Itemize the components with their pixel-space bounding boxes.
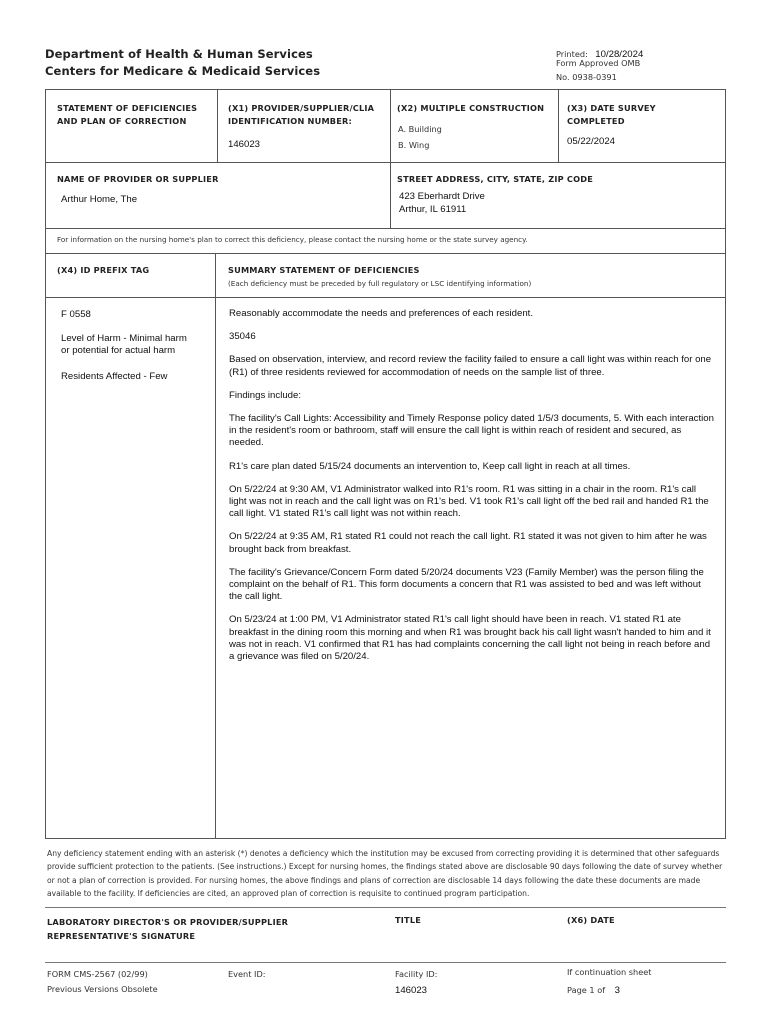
page-indicator [567,980,620,998]
form-id: FORM CMS-2567 (02/99) [47,969,148,979]
statement-label: STATEMENT OF DEFICIENCIES AND PLAN OF CORRECTION [57,103,198,126]
facility-id-label: Facility ID: [395,969,438,979]
printed-date: 10/28/2024 [595,49,644,60]
residents-affected: Residents Affected - Few [61,371,168,382]
divider [558,89,559,162]
summary-subtitle: (Each deficiency must be preceded by full regulatory or LSC identifying information) [228,279,532,288]
divider [45,253,726,254]
divider [45,297,726,298]
form-approved-text: Form Approved OMB [556,58,641,68]
divider [390,162,391,228]
continuation-label: If continuation sheet [567,967,652,977]
page-label: Page 1 of [567,985,606,995]
finding-paragraph: R1's care plan dated 5/15/24 documents an intervention to, Keep call light in reach at all times. [229,460,631,472]
title-label: TITLE [395,915,422,925]
finding-paragraph: On 5/22/24 at 9:30 AM, V1 Administrator walked into R1's room. R1 was sitting in a chair in the room. R1's call light was not in reach and the call light was on R1's bed. V1 took R1's call light off the bed rail and handed R1 the call light. V1 stated R1's call light was not within reach. [229,483,709,520]
address-line-1: 423 Eberhardt Drive [399,191,485,202]
level-of-harm: Level of Harm - Minimal harm or potential for actual harm [61,333,187,356]
x2-label: (X2) MULTIPLE CONSTRUCTION [397,103,545,113]
finding-paragraph: Based on observation, interview, and record review the facility failed to ensure a call light was within reach for one (R1) of three residents reviewed for accommodation of needs on the sample list of three. [229,354,712,378]
page-total: 3 [614,985,620,996]
findings-text [229,308,716,674]
x3-label: (X3) DATE SURVEY COMPLETED [567,103,656,126]
event-id-label: Event ID: [228,969,266,979]
provider-name-value: Arthur Home, The [61,194,138,205]
summary-label: SUMMARY STATEMENT OF DEFICIENCIES [228,265,420,275]
divider [45,162,726,163]
building-label: A. Building [398,124,442,134]
finding-paragraph: On 5/23/24 at 1:00 PM, V1 Administrator stated R1's call light should have been in reach. V1 stated R1 ate breakfast in the dining room this morning and when R1 was brought back his call light wasn't handed to him and it was not in reach. V1 confirmed that R1 has had complaints concerning the call light not being in reach before and a grievance was filed on 5/20/24. [229,614,711,663]
finding-paragraph: 35046 [229,331,256,343]
finding-paragraph: The facility's Call Lights: Accessibility and Timely Response policy dated 1/5/3 documents, 5. With each interaction in the resident's room or bathroom, staff will ensure the call light is within reach of resident and secured, as needed. [229,413,714,449]
tag-value: F 0558 [61,309,91,320]
x1-label: (X1) PROVIDER/SUPPLIER/CLIA IDENTIFICATION NUMBER: [228,103,375,126]
divider [215,253,216,839]
facility-id-value: 146023 [395,985,428,996]
wing-label: B. Wing [398,140,430,150]
signature-label: LABORATORY DIRECTOR'S OR PROVIDER/SUPPLIER REPRESENTATIVE'S SIGNATURE [47,917,289,941]
agency-name: Centers for Medicare & Medicaid Services [45,64,321,78]
department-name: Department of Health & Human Services [45,47,313,61]
printed-label: Printed: [556,49,588,59]
provider-id-value: 146023 [228,139,261,150]
date-label: (X6) DATE [567,915,615,925]
id-prefix-label: (X4) ID PREFIX TAG [57,265,150,275]
finding-paragraph: Reasonably accommodate the needs and preferences of each resident. [229,308,533,319]
divider [390,89,391,162]
finding-paragraph: On 5/22/24 at 9:35 AM, R1 stated R1 could not reach the call light. R1 stated it was not given to him after he was brought back from breakfast. [229,531,707,555]
previous-versions: Previous Versions Obsolete [47,984,158,994]
provider-name-label: NAME OF PROVIDER OR SUPPLIER [57,174,219,184]
disclosure-footnote: Any deficiency statement ending with an asterisk (*) denotes a deficiency which the institution may be excused from correcting providing it is determined that other safeguards provide sufficient protection to the patients. (See instructions.) Except for nursing homes, the findings stated above are disclosable 90 days following the date of survey whether or not a plan of correction is provided. For nursing homes, the above findings and plans of correction are disclosable 14 days following the date these documents are made available to the facility. If deficiencies are cited, an approved plan of correction is requisite to continued program participation. [47,849,723,899]
finding-paragraph: Findings include: [229,389,301,401]
divider [45,962,726,963]
divider [217,89,218,162]
divider [45,907,726,908]
address-line-2: Arthur, IL 61911 [399,204,467,215]
divider [45,228,726,229]
omb-number: No. 0938-0391 [556,72,617,82]
info-note: For information on the nursing home's plan to correct this deficiency, please contact the nursing home or the state survey agency. [57,235,528,244]
survey-date-value: 05/22/2024 [567,136,616,147]
address-label: STREET ADDRESS, CITY, STATE, ZIP CODE [397,174,594,184]
finding-paragraph: The facility's Grievance/Concern Form dated 5/20/24 documents V23 (Family Member) was the person filing the complaint on the behalf of R1. This form documents a concern that R1 was assisted to bed and was left without the call light. [229,566,704,603]
